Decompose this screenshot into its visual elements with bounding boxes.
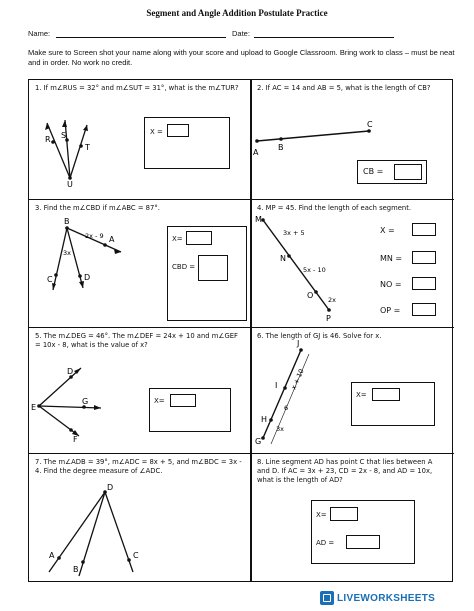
- label-d: D: [67, 367, 74, 376]
- problem-1-prompt: 1. If m∠RUS = 32° and m∠SUT = 31°, what is the m∠TUR?: [35, 84, 239, 92]
- problem-3-cbd-input[interactable]: [198, 255, 228, 281]
- problem-6-x-label: X=: [356, 391, 367, 399]
- footer-brand[interactable]: [320, 590, 435, 606]
- problem-3-answer-box: [167, 226, 247, 321]
- problem-8-x-label: X=: [316, 511, 327, 519]
- name-label: Name:: [28, 29, 51, 38]
- expr-3x: 3x: [276, 425, 284, 433]
- problem-7-figure: [29, 454, 250, 582]
- problem-5-prompt: 5. The m∠DEG = 46°. The m∠DEF = 24x + 10 and m∠GEF = 10x - 8, what is the value of x?: [35, 332, 238, 349]
- problem-8: [251, 454, 454, 582]
- label-e: E: [31, 403, 37, 412]
- problem-5-answer-box: [149, 388, 231, 432]
- problem-6-x-input[interactable]: [372, 388, 400, 401]
- problem-2: [251, 80, 454, 200]
- problem-2-cb-input[interactable]: [394, 164, 422, 180]
- label-o: O: [307, 291, 314, 300]
- label-j: J: [297, 339, 300, 348]
- label-g: G: [82, 397, 89, 406]
- name-field[interactable]: [56, 29, 226, 38]
- label-r: R: [45, 135, 51, 144]
- label-c: C: [367, 120, 373, 129]
- ray-eg: [39, 406, 101, 408]
- problem-5-x-label: X=: [154, 397, 165, 405]
- label-s: S: [61, 131, 67, 140]
- label-f: F: [73, 435, 78, 444]
- expr-6: 6: [284, 404, 289, 412]
- label-p: P: [326, 314, 331, 323]
- instructions: Make sure to Screen shot your name along with your score and upload to Google Classroom. Bring work to class – must be neat and in order. No work no credit.: [28, 48, 455, 67]
- label-d: D: [84, 273, 91, 282]
- problem-1-x-label: X =: [150, 128, 163, 136]
- problem-4-prompt: 4. MP = 45. Find the length of each segment.: [257, 204, 412, 212]
- label-b: B: [278, 143, 284, 152]
- problem-1: [29, 80, 250, 200]
- problem-grid: [28, 79, 453, 582]
- problem-3: [29, 200, 250, 328]
- footer-brand-text: LIVEWORKSHEETS: [337, 592, 436, 604]
- label-a: A: [49, 551, 55, 560]
- expr-5x-10: 5x - 10: [303, 266, 326, 274]
- problem-4-mn-input[interactable]: [412, 251, 436, 264]
- label-t: T: [85, 143, 90, 152]
- segment-ac: [257, 131, 369, 141]
- problem-8-ad-label: AD =: [316, 539, 335, 547]
- label-d: D: [107, 483, 114, 492]
- problem-4-answers: [376, 222, 452, 326]
- problem-1-answer-box: [144, 117, 230, 169]
- expr-x-10: x + 10: [289, 367, 306, 391]
- problem-6-prompt: 6. The length of GJ is 46. Solve for x.: [257, 332, 382, 340]
- problem-5: [29, 328, 250, 454]
- label-n: N: [280, 254, 286, 263]
- label-i: I: [275, 381, 278, 390]
- label-c: C: [133, 551, 139, 560]
- label-m: M: [255, 215, 262, 224]
- expr-2x: 2x: [328, 296, 336, 304]
- ray-ed: [39, 368, 81, 406]
- problem-4-op-input[interactable]: [412, 303, 436, 316]
- date-field[interactable]: [254, 29, 394, 38]
- label-h: H: [261, 415, 268, 424]
- problem-4: [251, 200, 454, 328]
- problem-8-ad-input[interactable]: [346, 535, 380, 549]
- problem-4-op-label: OP =: [380, 306, 401, 315]
- label-a: A: [109, 235, 115, 244]
- problem-3-x-label: X=: [172, 235, 183, 243]
- ray-bd: [67, 228, 83, 288]
- label-a: A: [253, 148, 259, 157]
- problem-4-x-input[interactable]: [412, 223, 436, 236]
- problem-5-x-input[interactable]: [170, 394, 196, 407]
- label-g: G: [255, 437, 262, 446]
- problem-8-prompt: 8. Line segment AD has point C that lies between A and D. If AC = 3x + 23, CD = 2x - 8, and AD = 10x, what is the length of AD?: [257, 458, 433, 484]
- expr-3x-5: 3x + 5: [283, 229, 305, 237]
- problem-4-no-label: NO =: [380, 280, 402, 289]
- problem-7-prompt: 7. The m∠ADB = 39°, m∠ADC = 8x + 5, and m∠BDC = 3x - 4. Find the degree measure of ∠ADC.: [35, 458, 242, 475]
- expr-3x: 3x: [63, 249, 71, 257]
- liveworksheets-logo-icon: [320, 591, 334, 605]
- date-line: [232, 29, 394, 38]
- problem-6: [251, 328, 454, 454]
- problem-3-prompt: 3. Find the m∠CBD if m∠ABC = 87°.: [35, 204, 160, 212]
- problem-3-cbd-label: CBD =: [172, 263, 196, 271]
- label-c: C: [47, 275, 53, 284]
- problem-4-x-label: X =: [380, 226, 395, 235]
- label-b: B: [64, 217, 70, 226]
- problem-4-mn-label: MN =: [380, 254, 403, 263]
- label-u: U: [67, 180, 73, 189]
- ray-da: [49, 492, 105, 572]
- problem-4-no-input[interactable]: [412, 277, 436, 290]
- problem-8-x-input[interactable]: [330, 507, 358, 521]
- problem-3-x-input[interactable]: [186, 231, 212, 245]
- expr-2x-9: 2x - 9: [85, 232, 104, 240]
- page-title: Segment and Angle Addition Postulate Practice: [146, 8, 328, 18]
- problem-2-cb-label: CB =: [363, 167, 384, 176]
- ray-bc: [53, 228, 67, 290]
- date-label: Date:: [232, 29, 250, 38]
- label-b: B: [73, 565, 79, 574]
- name-line: [28, 29, 226, 38]
- problem-1-x-input[interactable]: [167, 124, 189, 137]
- problem-8-answer-box: [311, 500, 415, 564]
- problem-6-answer-box: [351, 382, 435, 426]
- problem-7: [29, 454, 250, 582]
- ray-ef: [39, 406, 79, 436]
- problem-2-prompt: 2. If AC = 14 and AB = 5, what is the length of CB?: [257, 84, 431, 92]
- problem-2-answer-box: [357, 160, 427, 184]
